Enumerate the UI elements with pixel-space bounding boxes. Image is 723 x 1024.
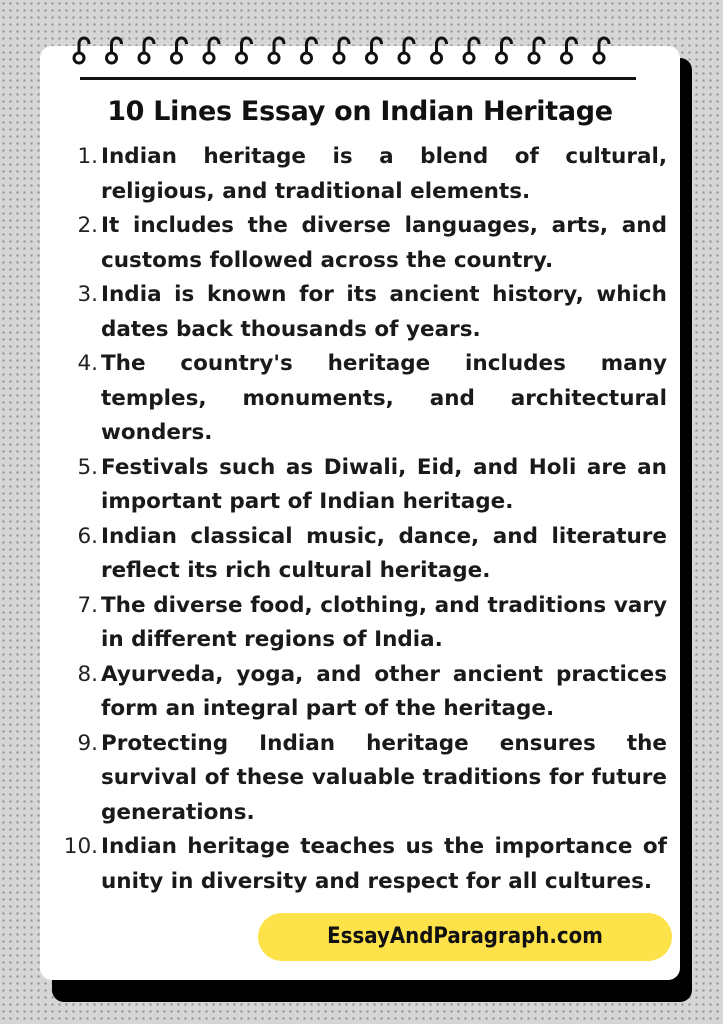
brand-badge[interactable]: EssayAndParagraph.com (258, 913, 672, 961)
list-item (55, 347, 667, 451)
essay-list (55, 140, 667, 899)
ring-hook (567, 38, 577, 52)
item-text: The diverse food, clothing, and traditions vary in different regions of India. (101, 592, 667, 652)
item-number: 7. (77, 592, 98, 618)
item-number: 8. (77, 661, 98, 687)
ring-hook (372, 38, 382, 52)
item-text: The country's heritage includes many temples, monuments, and architectural wonders. (101, 351, 667, 445)
list-item (55, 589, 667, 658)
ring-hole (204, 53, 214, 63)
ring-hole (269, 53, 279, 63)
item-text: Ayurveda, yoga, and other ancient practices form an integral part of the heritage. (101, 661, 667, 721)
ring-hook (242, 38, 252, 52)
item-text: It includes the diverse languages, arts, and customs followed across the country. (101, 213, 667, 273)
ring-hole (529, 53, 539, 63)
ring-hook (209, 38, 219, 52)
ring-hook (469, 38, 479, 52)
item-number: 9. (77, 730, 98, 756)
ring-hook (144, 38, 154, 52)
ring-hole (367, 53, 377, 63)
ring-hole (107, 53, 117, 63)
ring-hook (599, 38, 609, 52)
ring-hook (177, 38, 187, 52)
ring-hook (339, 38, 349, 52)
item-text: India is known for its ancient history, which dates back thousands of years. (101, 282, 667, 342)
item-number: 6. (77, 523, 98, 549)
ring-hole (432, 53, 442, 63)
item-number: 2. (77, 213, 98, 238)
ring-hole (172, 53, 182, 63)
ring-hook (437, 38, 447, 52)
item-text: Indian heritage teaches us the importance of unity in diversity and respect for all cultures. (101, 834, 667, 894)
ring-hook (274, 38, 284, 52)
ring-hole (464, 53, 474, 63)
item-text: Indian classical music, dance, and literature reflect its rich cultural heritage. (101, 523, 667, 583)
item-number: 1. (77, 144, 98, 169)
list-item (55, 520, 667, 589)
ring-hole (302, 53, 312, 63)
ring-hole (497, 53, 507, 63)
ring-hole (74, 53, 84, 63)
list-item (55, 140, 667, 209)
list-item (55, 209, 667, 278)
ring-hole (562, 53, 572, 63)
ring-hook (502, 38, 512, 52)
item-text: Indian heritage is a blend of cultural, religious, and traditional elements. (101, 144, 667, 204)
list-item (55, 727, 667, 831)
list-item (55, 658, 667, 727)
list-item (55, 278, 667, 347)
ring-hole (399, 53, 409, 63)
item-number: 4. (77, 351, 98, 376)
ring-hole (594, 53, 604, 63)
item-number: 10. (63, 834, 98, 859)
ring-hook (79, 38, 89, 52)
ring-hole (139, 53, 149, 63)
item-text: Protecting Indian heritage ensures the survival of these valuable traditions for future generations. (101, 730, 667, 825)
binding-line (80, 77, 636, 80)
list-item (55, 830, 667, 899)
ring-hole (334, 53, 344, 63)
ring-hook (112, 38, 122, 52)
ring-hook (404, 38, 414, 52)
ring-hole (237, 53, 247, 63)
item-number: 3. (77, 282, 98, 307)
ring-hook (307, 38, 317, 52)
list-item (55, 451, 667, 520)
item-text: Festivals such as Diwali, Eid, and Holi are an important part of Indian heritage. (101, 454, 667, 514)
essay-title: 10 Lines Essay on Indian Heritage (107, 96, 613, 127)
spiral-binding (40, 30, 680, 70)
item-number: 5. (77, 454, 98, 480)
ring-hook (534, 38, 544, 52)
